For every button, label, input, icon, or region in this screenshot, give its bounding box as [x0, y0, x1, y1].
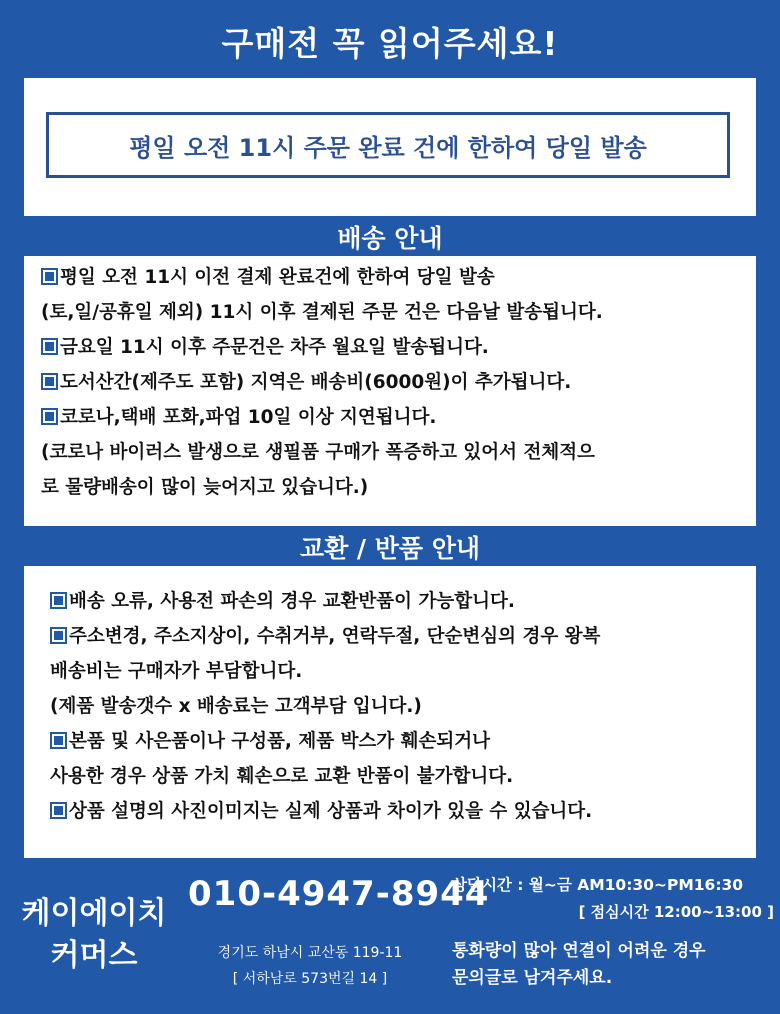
returns-line	[50, 584, 756, 619]
shipping-line	[41, 260, 756, 295]
square-bullet-icon	[41, 338, 58, 355]
returns-line	[50, 794, 756, 829]
shipping-line	[41, 295, 756, 330]
notice-panel	[24, 78, 756, 216]
shipping-line	[41, 435, 756, 470]
shipping-line	[41, 470, 756, 505]
square-bullet-icon	[50, 802, 67, 819]
phone-number: 010-4947-8944	[188, 874, 490, 914]
shipping-line	[41, 330, 756, 365]
returns-line-text: 주소변경, 주소지상이, 수취거부, 연락두절, 단순변심의 경우 왕복	[69, 626, 601, 647]
returns-line-text: 사용한 경우 상품 가치 훼손으로 교환 반품이 불가합니다.	[50, 766, 514, 787]
hours-line1: 상담시간 : 월~금 AM10:30~PM16:30	[452, 876, 744, 894]
consultation-hours	[452, 872, 774, 926]
shipping-section-title: 배송 안내	[337, 224, 443, 253]
company-name-line2: 커머스	[50, 938, 138, 973]
same-day-shipping-notice: 평일 오전 11시 주문 완료 건에 한하여 당일 발송	[46, 112, 730, 178]
square-bullet-icon	[50, 592, 67, 609]
shipping-line-text: 금요일 11시 이후 주문건은 차주 월요일 발송됩니다.	[60, 337, 489, 358]
company-name	[10, 893, 178, 977]
returns-line	[50, 654, 756, 689]
square-bullet-icon	[41, 408, 58, 425]
shipping-line	[41, 400, 756, 435]
square-bullet-icon	[41, 373, 58, 390]
busy-notice	[452, 938, 774, 992]
returns-line	[50, 619, 756, 654]
shipping-line-text: 도서산간(제주도 포함) 지역은 배송비(6000원)이 추가됩니다.	[60, 372, 572, 393]
shipping-line-text: (코로나 바이러스 발생으로 생필품 구매가 폭증하고 있어서 전체적으	[41, 442, 595, 463]
returns-line-text: 본품 및 사은품이나 구성품, 제품 박스가 훼손되거나	[69, 731, 490, 752]
returns-line-text: 배송비는 구매자가 부담합니다.	[50, 661, 303, 682]
returns-line	[50, 759, 756, 794]
shipping-line-text: (토,일/공휴일 제외) 11시 이후 결제된 주문 건은 다음날 발송됩니다.	[41, 302, 603, 323]
address	[188, 940, 432, 992]
shipping-line-text: 로 물량배송이 많이 늦어지고 있습니다.)	[41, 477, 369, 498]
square-bullet-icon	[41, 268, 58, 285]
returns-line-text: 배송 오류, 사용전 파손의 경우 교환반품이 가능합니다.	[69, 591, 515, 612]
page-title: 구매전 꼭 읽어주세요!	[221, 24, 559, 63]
company-name-line1: 케이에이치	[21, 896, 167, 931]
shipping-info-panel	[24, 256, 756, 526]
busy-line2: 문의글로 남겨주세요.	[452, 968, 613, 988]
shipping-line	[41, 365, 756, 400]
address-line2: [ 서하남로 573번길 14 ]	[232, 971, 388, 987]
square-bullet-icon	[50, 732, 67, 749]
returns-info-panel	[24, 566, 756, 858]
lunch-hours: [ 점심시간 12:00~13:00 ]	[578, 903, 774, 921]
returns-line	[50, 689, 756, 724]
address-line1: 경기도 하남시 교산동 119-11	[217, 945, 403, 961]
shipping-line-text: 코로나,택배 포화,파업 10일 이상 지연됩니다.	[60, 407, 437, 428]
returns-line-text: 상품 설명의 사진이미지는 실제 상품과 차이가 있을 수 있습니다.	[69, 801, 593, 822]
returns-line-text: (제품 발송갯수 x 배송료는 고객부담 입니다.)	[50, 696, 422, 717]
square-bullet-icon	[50, 627, 67, 644]
shipping-line-text: 평일 오전 11시 이전 결제 완료건에 한하여 당일 발송	[60, 267, 495, 288]
returns-section-title: 교환 / 반품 안내	[299, 534, 481, 563]
busy-line1: 통화량이 많아 연결이 어려운 경우	[452, 941, 706, 961]
returns-line	[50, 724, 756, 759]
